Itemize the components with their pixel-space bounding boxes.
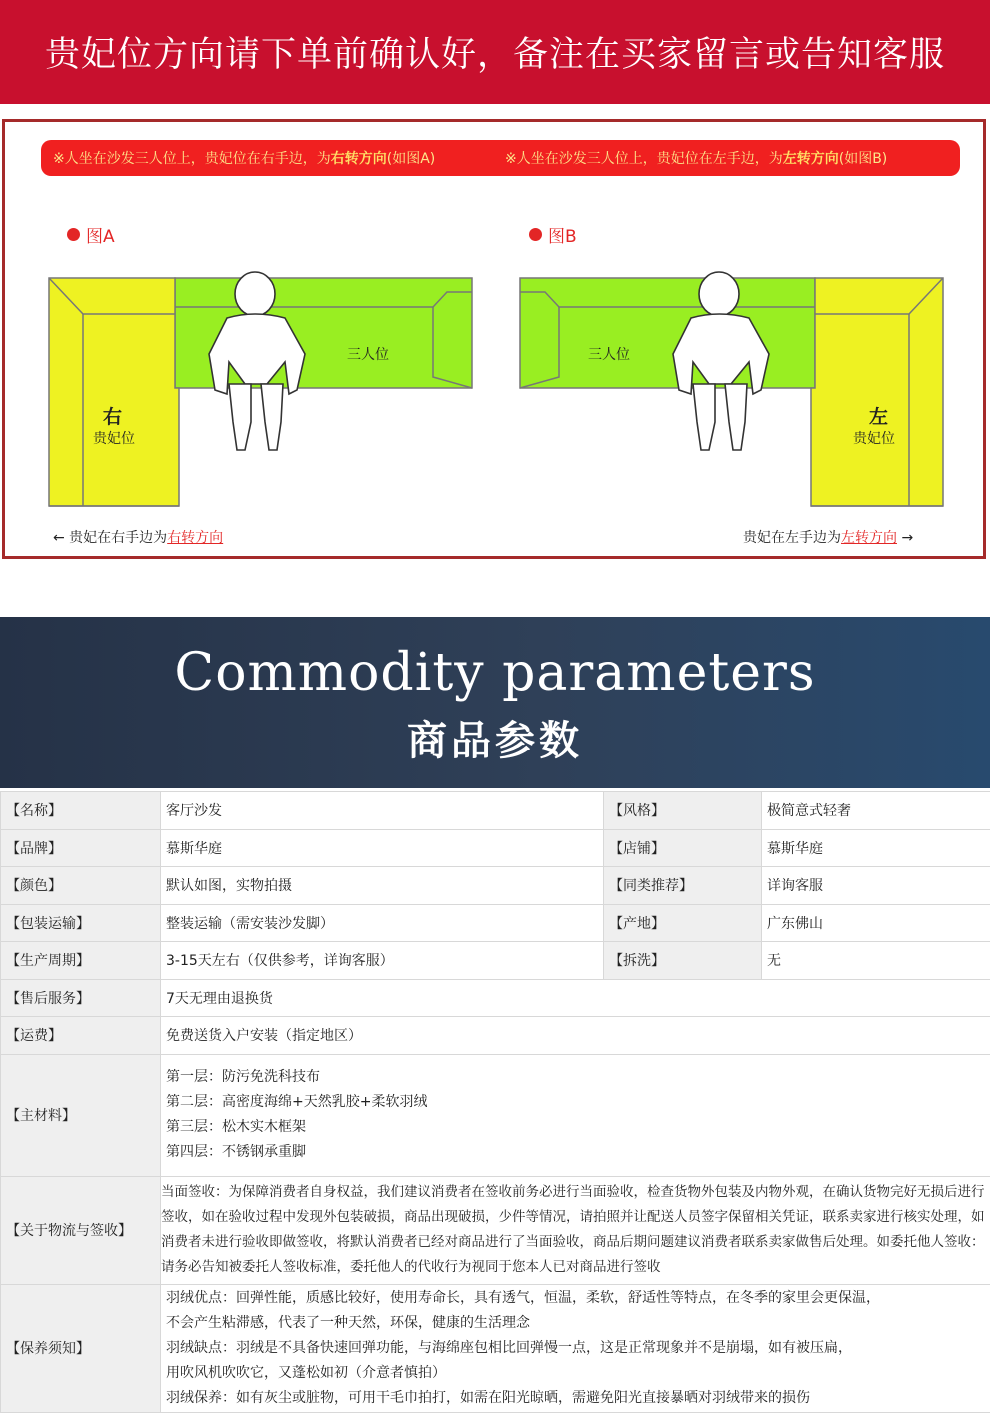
param-value: 慕斯华庭: [762, 829, 990, 867]
param-key: 【同类推荐】: [604, 867, 762, 905]
care-line: 羽绒缺点：羽绒是不具备快速回弹功能，与海绵座包相比回弹慢一点，这是正常现象并不是崩塌，如有被压扁，: [166, 1339, 852, 1356]
caption-b-direction: 左转方向: [841, 530, 897, 546]
sofa-illustrations: [5, 122, 983, 556]
param-key: 【包装运输】: [1, 904, 161, 942]
orientation-diagram: [2, 119, 986, 559]
param-key: 【名称】: [1, 792, 161, 830]
material-line: 第三层：松木实木框架: [166, 1119, 306, 1135]
care-line: 不会产生粘滞感，代表了一种天然，环保，健康的生活理念: [166, 1314, 530, 1331]
material-line: 第二层：高密度海绵+天然乳胶+柔软羽绒: [166, 1094, 428, 1110]
table-row: [1, 829, 990, 867]
three-seat-label-b: 三人位: [588, 347, 630, 363]
figure-b-label: 图B: [529, 222, 577, 247]
caption-b: 贵妃在左手边为左转方向 →: [743, 530, 914, 546]
param-value: 无: [762, 942, 990, 980]
material-lines: [161, 1054, 990, 1176]
table-row: [1, 867, 990, 905]
param-value: 免费送货入户安装（指定地区）: [161, 1017, 990, 1055]
table-row: [1, 942, 990, 980]
table-row: [1, 1054, 990, 1176]
param-value: 广东佛山: [762, 904, 990, 942]
care-line: 羽绒优点：回弹性能，质感比较好，使用寿命长，具有透气，恒温，柔软，舒适性等特点，在冬季的家里会更保温，: [166, 1289, 880, 1306]
param-key: 【店铺】: [604, 829, 762, 867]
caption-a: ← 贵妃在右手边为右转方向: [53, 530, 224, 546]
param-value: 7天无理由退换货: [161, 979, 990, 1017]
param-key: 【品牌】: [1, 829, 161, 867]
param-value: 当面签收：为保障消费者自身权益，我们建议消费者在签收前务必进行当面验收，检查货物外包装及内物外观，在确认货物完好无损后进行签收，如在验收过程中发现外包装破损，商品出现破损，少件等情况，请拍照并让配送人员签字保留相关凭证，联系卖家进行核实处理，如消费者未进行验收即做签收，将默认消费者已经对商品进行了当面验收，商品后期问题建议消费者联系卖家做售后处理。如委托他人签收：请务必告知被委托人签收标准，委托他人的代收行为视同于您本人已对商品进行签收: [161, 1176, 990, 1284]
param-key: 【主材料】: [1, 1054, 161, 1176]
param-key: 【颜色】: [1, 867, 161, 905]
table-row: [1, 979, 990, 1017]
param-key: 【保养须知】: [1, 1284, 161, 1412]
left-label: 左: [869, 406, 889, 428]
param-value: 整装运输（需安装沙发脚）: [161, 904, 604, 942]
chaise-label-a: 贵妃位: [93, 431, 135, 447]
param-value: 3-15天左右（仅供参考，详询客服）: [161, 942, 604, 980]
figure-a-label: 图A: [67, 222, 115, 247]
param-value: 默认如图，实物拍摄: [161, 867, 604, 905]
notice-a-direction: 右转方向: [330, 151, 387, 167]
chaise-label-b: 贵妃位: [853, 431, 895, 447]
table-row: [1, 1176, 990, 1284]
param-key: 【售后服务】: [1, 979, 161, 1017]
material-line: 第四层：不锈钢承重脚: [166, 1144, 306, 1160]
params-table: [0, 791, 990, 1413]
care-line: 用吹风机吹吹它，又蓬松如初（介意者慎拍）: [166, 1364, 446, 1381]
table-row: [1, 1017, 990, 1055]
three-seat-label-a: 三人位: [347, 347, 389, 363]
param-key: 【生产周期】: [1, 942, 161, 980]
notice-b: ※人坐在沙发三人位上，贵妃位在左手边，为左转方向(如图B): [505, 151, 888, 167]
param-value: 客厅沙发: [161, 792, 604, 830]
notice-b-direction: 左转方向: [782, 151, 839, 167]
param-value: 极简意式轻奢: [762, 792, 990, 830]
param-key: 【产地】: [604, 904, 762, 942]
caption-a-direction: 右转方向: [167, 530, 224, 546]
table-row: [1, 1284, 990, 1412]
material-line: 第一层：防污免洗科技布: [166, 1069, 320, 1085]
table-row: [1, 904, 990, 942]
param-value: 详询客服: [762, 867, 990, 905]
param-key: 【关于物流与签收】: [1, 1176, 161, 1284]
notice-a: ※人坐在沙发三人位上，贵妃位在右手边，为右转方向(如图A): [53, 151, 436, 167]
care-line: 羽绒保养：如有灰尘或脏物，可用干毛巾拍打，如需在阳光晾晒，需避免阳光直接暴晒对羽绒带来的损伤: [166, 1389, 810, 1406]
banner-text: 贵妃位方向请下单前确认好，备注在买家留言或告知客服: [44, 35, 945, 75]
param-value: 慕斯华庭: [161, 829, 604, 867]
param-key: 【运费】: [1, 1017, 161, 1055]
section-header: [0, 617, 990, 788]
table-row: [1, 792, 990, 830]
param-key: 【风格】: [604, 792, 762, 830]
param-key: 【拆洗】: [604, 942, 762, 980]
care-lines: [161, 1284, 990, 1412]
section-title-en: Commodity parameters: [174, 643, 816, 703]
section-title-zh: 商品参数: [407, 717, 583, 764]
right-label: 右: [103, 406, 123, 428]
top-banner: [0, 0, 990, 104]
